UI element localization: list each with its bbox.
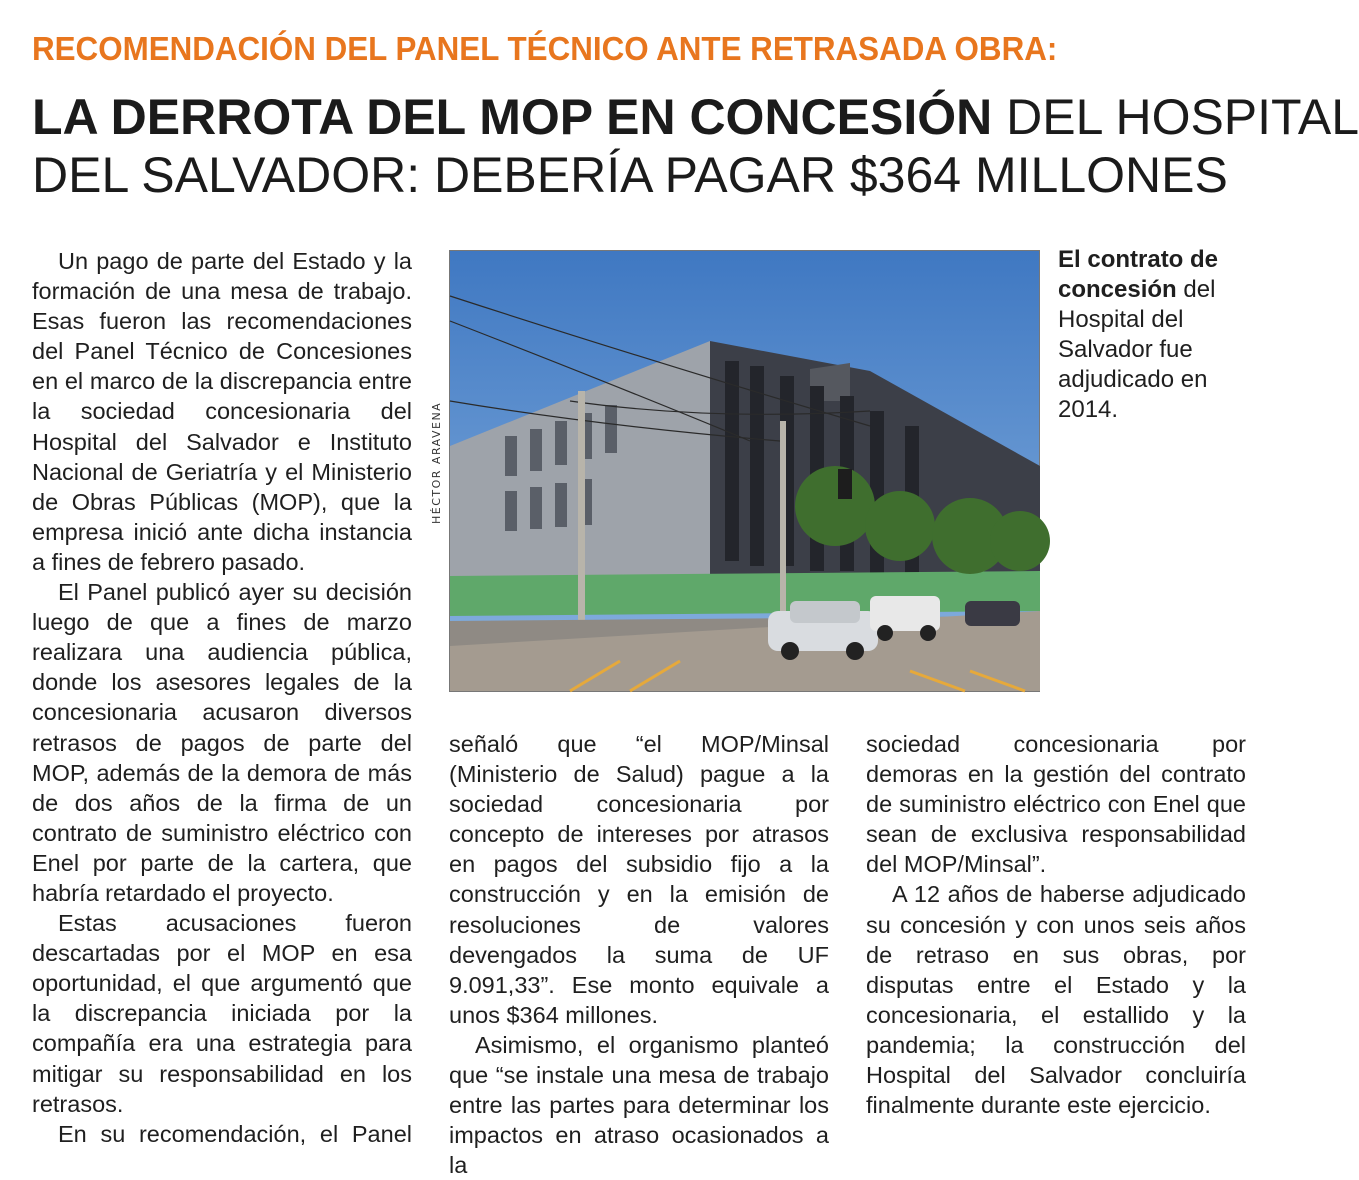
hospital-building-illustration (450, 251, 1039, 691)
kicker: RECOMENDACIÓN DEL PANEL TÉCNICO ANTE RETRASADA OBRA: (32, 30, 1058, 67)
paragraph: señaló que “el MOP/Minsal (Ministerio de Salud) pague a la sociedad concesionaria por concepto de intereses por atrasos en pagos del subsidio fijo a la construcción y en la emisión de resoluciones de valores devengados la suma de UF 9.091,33”. Ese monto equivale a unos $364 millones. (449, 731, 829, 1028)
hospital-photo (449, 250, 1040, 692)
headline-line2: DEL SALVADOR: DEBERÍA PAGAR $364 MILLONES (32, 147, 1228, 203)
paragraph: A 12 años de haberse adjudicado su concesión y con unos seis años de retraso en sus obras, por disputas entre el Estado y la concesionaria, el estallido y la pandemia; la construcción del Hospital del Salvador concluiría finalmente durante este ejercicio. (866, 881, 1246, 1119)
photo-credit: HÉCTOR ARAVENA (430, 401, 443, 524)
paragraph: En su recomendación, el Panel (58, 1120, 412, 1147)
car-dark (965, 601, 1020, 626)
headline-line1-rest: DEL HOSPITAL (992, 89, 1359, 145)
photo-caption (1058, 245, 1248, 425)
paragraph: Estas acusaciones fueron descartadas por el MOP en esa oportunidad, el que argumentó que la discrepancia iniciada por la compañía era una estrategia para mitigar su responsabilidad en los retrasos. (32, 910, 412, 1117)
paragraph: Asimismo, el organismo planteó que “se instale una mesa de trabajo entre las partes para determinar los impactos en atraso ocasionados a la (449, 1031, 829, 1179)
body-column-1 (32, 246, 412, 1149)
headline (32, 88, 1359, 204)
caption-bold: El contrato de concesión (1058, 246, 1219, 303)
paragraph: sociedad concesionaria por demoras en la gestión del contrato de suministro eléctrico con Enel que sean de exclusiva responsabilidad del MOP/Minsal”. (866, 731, 1246, 878)
body-column-2 (449, 729, 829, 1180)
paragraph: El Panel publicó ayer su decisión luego de que a fines de marzo realizara una audiencia pública, donde los asesores legales de la concesionaria acusaron diversos retrasos de pagos de parte del MOP, además de la demora de más de dos años de la firma de un contrato de suministro eléctrico con Enel por parte de la cartera, que habría retardado el proyecto. (32, 579, 412, 906)
body-column-3 (866, 729, 1246, 1120)
paragraph: Un pago de parte del Estado y la formación de una mesa de trabajo. Esas fueron las recomendaciones del Panel Técnico de Concesiones en el marco de la discrepancia entre la sociedad concesionaria del Hospital del Salvador e Instituto Nacional de Geriatría y el Ministerio de Obras Públicas (MOP), que la empresa inició ante dicha instancia a fines de febrero pasado. (32, 248, 412, 575)
caption-rest: del Hospital del Salvador fue adjudicado en 2014. (1058, 276, 1216, 423)
headline-bold: LA DERROTA DEL MOP EN CONCESIÓN (32, 89, 993, 145)
